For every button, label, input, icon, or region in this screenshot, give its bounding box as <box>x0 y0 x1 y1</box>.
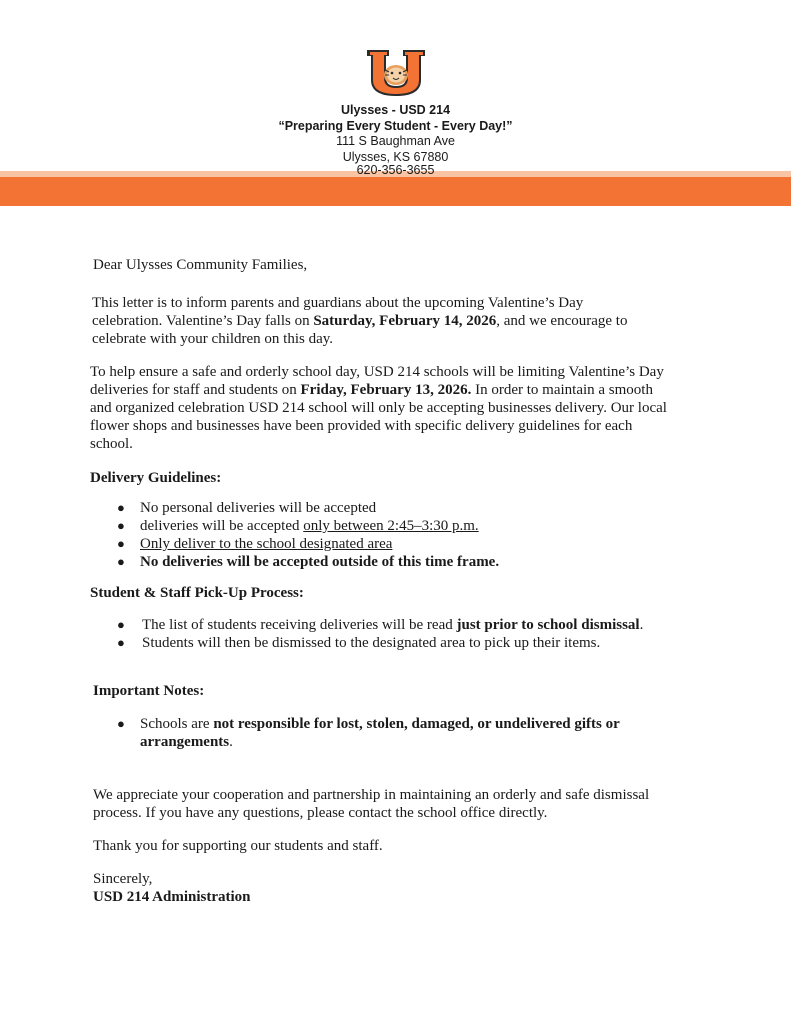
paragraph-1-line-1: This letter is to inform parents and guardians about the upcoming Valentine’s Day <box>92 295 584 311</box>
paragraph-2-line-2: deliveries for staff and students on Friday, February 13, 2026. In order to maintain a smooth <box>90 382 653 398</box>
delivery-guidelines-heading: Delivery Guidelines: <box>90 470 222 486</box>
bullet-icon: ● <box>117 554 125 569</box>
paragraph-2-line-5: school. <box>90 436 133 452</box>
bullet-icon: ● <box>117 635 125 650</box>
paragraph-2-line-1: To help ensure a safe and orderly school day, USD 214 schools will be limiting Valentine’s Day <box>90 364 664 380</box>
closing-paragraph-line-2: process. If you have any questions, please contact the school office directly. <box>93 805 548 821</box>
district-motto: “Preparing Every Student - Every Day!” <box>278 118 513 133</box>
paragraph-1-line-3: celebrate with your children on this day. <box>92 331 334 347</box>
signoff: Sincerely, <box>93 871 153 887</box>
district-logo-u-tiger <box>365 48 427 98</box>
letterhead <box>0 103 791 165</box>
paragraph-2-line-3: and organized celebration USD 214 school will only be accepting businesses delivery. Our local <box>90 400 667 416</box>
pickup-item-1: The list of students receiving deliveries will be read just prior to school dismissal. <box>142 617 644 633</box>
pickup-item-2: Students will then be dismissed to the designated area to pick up their items. <box>142 635 601 651</box>
district-name: Ulysses - USD 214 <box>340 103 451 117</box>
phone-number: 620-356-3655 <box>356 163 435 177</box>
bullet-icon: ● <box>117 518 125 533</box>
street-address: 111 S Baughman Ave <box>336 134 455 148</box>
bullet-icon: ● <box>117 500 125 515</box>
notes-item-1-line-1: Schools are not responsible for lost, stolen, damaged, or undelivered gifts or <box>140 716 620 732</box>
city-state-zip: Ulysses, KS 67880 <box>342 149 449 164</box>
header-stripe-orange <box>0 177 791 206</box>
paragraph-2-line-4: flower shops and businesses have been provided with specific delivery guidelines for each <box>90 418 633 434</box>
delivery-item-2: deliveries will be accepted only between 2:45–3:30 p.m. <box>140 518 479 534</box>
delivery-item-3: Only deliver to the school designated area <box>140 536 393 552</box>
thank-you-line: Thank you for supporting our students and staff. <box>93 838 383 854</box>
important-notes-heading: Important Notes: <box>93 683 205 699</box>
bullet-icon: ● <box>117 716 125 731</box>
bullet-icon: ● <box>117 536 125 551</box>
delivery-item-4: No deliveries will be accepted outside of this time frame. <box>140 554 500 570</box>
delivery-item-1: No personal deliveries will be accepted <box>140 500 377 516</box>
closing-paragraph-line-1: We appreciate your cooperation and partnership in maintaining an orderly and safe dismissal <box>93 787 650 803</box>
signature: USD 214 Administration <box>93 889 251 905</box>
bullet-icon: ● <box>117 617 125 632</box>
paragraph-1-line-2: celebration. Valentine’s Day falls on Saturday, February 14, 2026, and we encourage to <box>92 313 628 329</box>
greeting: Dear Ulysses Community Families, <box>93 257 308 273</box>
pickup-process-heading: Student & Staff Pick-Up Process: <box>90 585 304 601</box>
notes-item-1-line-2: arrangements. <box>140 734 233 750</box>
